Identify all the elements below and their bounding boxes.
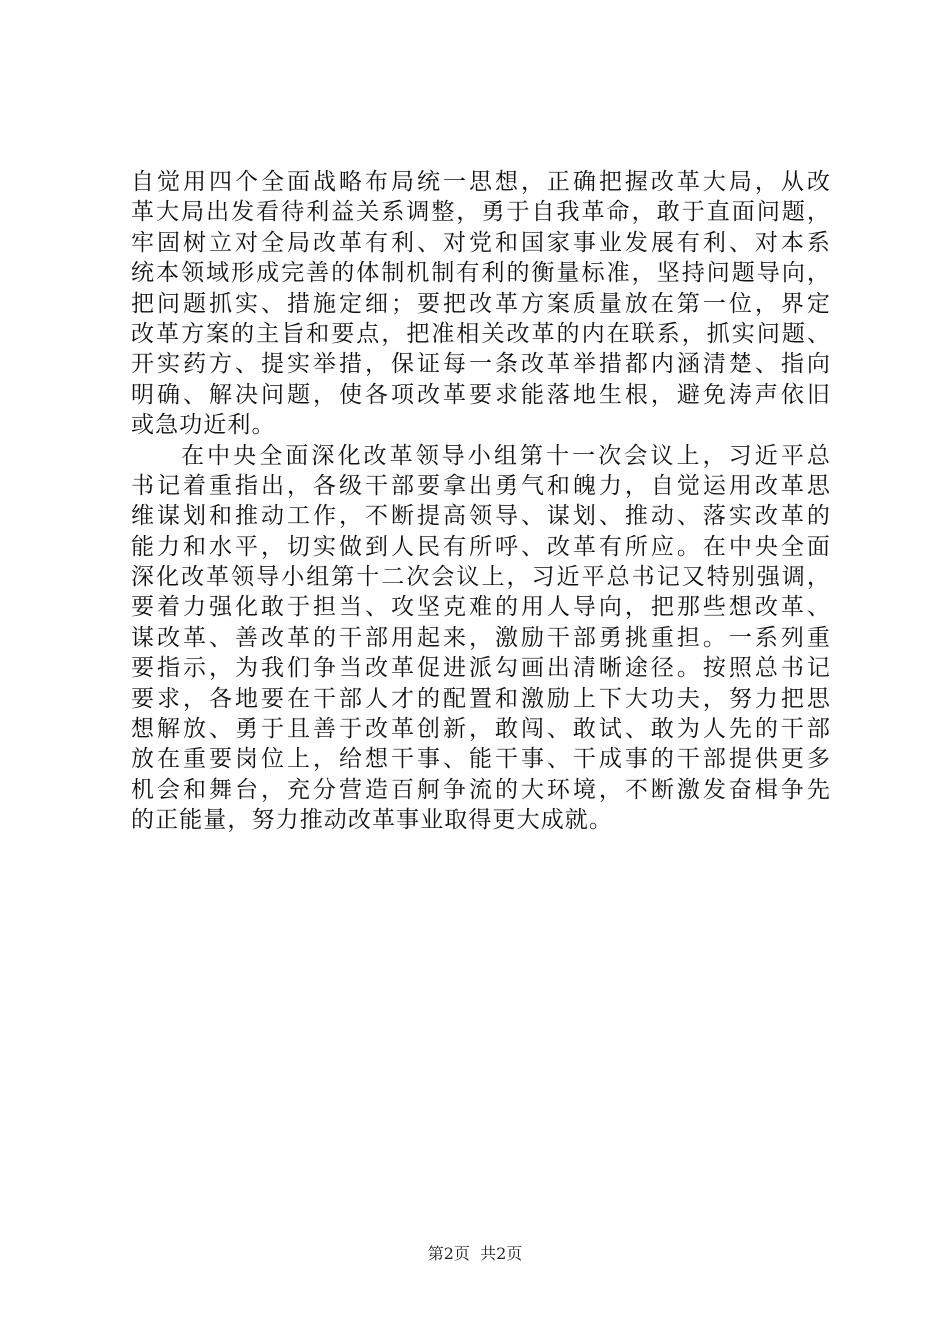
paragraph-line: 改革方案的主旨和要点，把准相关改革的内在联系，抓实问题、 bbox=[131, 320, 831, 347]
paragraph-line: 革大局出发看待利益关系调整，勇于自我革命，敢于直面问题， bbox=[131, 199, 831, 226]
paragraph-line: 放在重要岗位上，给想干事、能干事、干成事的干部提供更多 bbox=[131, 746, 831, 773]
footer-separator bbox=[470, 1244, 480, 1263]
paragraph-line: 谋改革、善改革的干部用起来，激励干部勇挑重担。一系列重 bbox=[131, 624, 831, 651]
paragraph-line: 书记着重指出，各级干部要拿出勇气和魄力，自觉运用改革思 bbox=[131, 472, 831, 499]
page-total: 共2页 bbox=[480, 1244, 523, 1263]
page-footer bbox=[0, 1244, 950, 1264]
paragraph-line: 自觉用四个全面战略布局统一思想，正确把握改革大局，从改 bbox=[131, 169, 831, 195]
paragraph-line: 想解放、勇于且善于改革创新，敢闯、敢试、敢为人先的干部 bbox=[131, 716, 831, 743]
paragraph-line: 统本领域形成完善的体制机制有利的衡量标准，坚持问题导向， bbox=[131, 260, 831, 287]
paragraph-line: 能力和水平，切实做到人民有所呼、改革有所应。在中央全面 bbox=[131, 533, 831, 560]
paragraph-line: 或急功近利。 bbox=[131, 412, 276, 439]
paragraph-line: 要求，各地要在干部人才的配置和激励上下大功夫，努力把思 bbox=[131, 685, 831, 712]
paragraph-line: 的正能量，努力推动改革事业取得更大成就。 bbox=[131, 807, 613, 834]
paragraph-line: 要指示，为我们争当改革促进派勾画出清晰途径。按照总书记 bbox=[131, 655, 831, 682]
paragraph-line: 要着力强化敢于担当、攻坚克难的用人导向，把那些想改革、 bbox=[131, 594, 831, 621]
paragraph-line: 深化改革领导小组第十二次会议上，习近平总书记又特别强调， bbox=[131, 564, 831, 591]
paragraph-line: 把问题抓实、措施定细；要把改革方案质量放在第一位，界定 bbox=[131, 290, 831, 317]
document-body bbox=[131, 167, 831, 836]
paragraph-line: 开实药方、提实举措，保证每一条改革举措都内涵清楚、指向 bbox=[131, 351, 831, 378]
paragraph-line: 牢固树立对全局改革有利、对党和国家事业发展有利、对本系 bbox=[131, 229, 831, 256]
paragraph-line: 明确、解决问题，使各项改革要求能落地生根，避免涛声依旧 bbox=[131, 381, 831, 408]
paragraph-line: 在中央全面深化改革领导小组第十一次会议上，习近平总 bbox=[181, 442, 831, 469]
page-number: 第2页 bbox=[427, 1244, 470, 1263]
paragraph-line: 机会和舞台，充分营造百舸争流的大环境，不断激发奋楫争先 bbox=[131, 776, 831, 803]
paragraph-line: 维谋划和推动工作，不断提高领导、谋划、推动、落实改革的 bbox=[131, 503, 831, 530]
